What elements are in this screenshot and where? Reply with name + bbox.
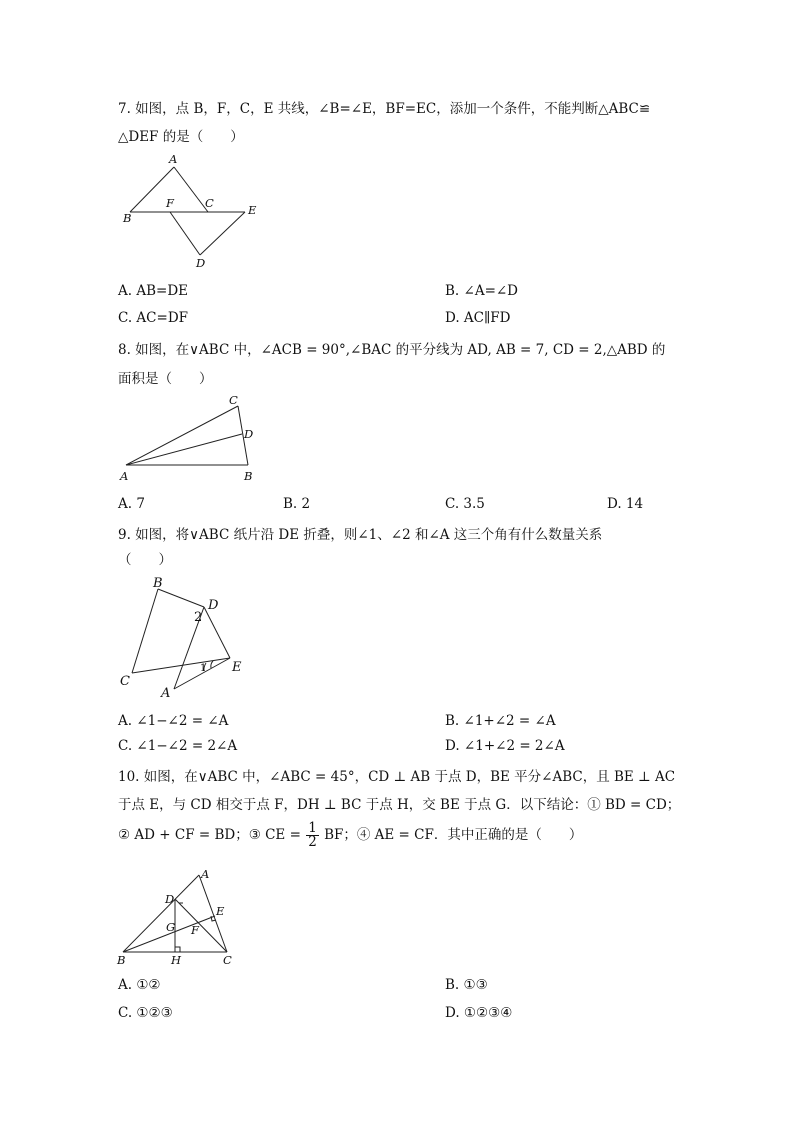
- q8-option-a: A. 7: [118, 496, 145, 512]
- q10-stem-line2: 于点 E，与 CD 相交于点 F，DH ⊥ BC 于点 H，交 BE 于点 G．以下结论：① BD = CD；: [118, 797, 681, 813]
- q7-stem-line2: △DEF 的是（ ）: [118, 129, 244, 145]
- q10-stem-line3-post: BF；④ AE = CF．其中正确的是（ ）: [324, 827, 583, 843]
- q8-label-a: A: [120, 469, 129, 483]
- q10-label-h: H: [171, 953, 182, 967]
- q9-option-a: A. ∠1−∠2 = ∠A: [118, 713, 229, 729]
- q9-label-a: A: [161, 686, 171, 701]
- q10-label-f: F: [191, 923, 199, 937]
- q10-fraction: [306, 822, 319, 849]
- q7-option-b: B. ∠A=∠D: [445, 283, 519, 299]
- q10-label-e: E: [216, 904, 225, 918]
- q10-option-d: D. ①②③④: [445, 1005, 513, 1021]
- q9-stem-line2: （ ）: [118, 552, 172, 568]
- q8-option-d: D. 14: [607, 496, 644, 512]
- q10-fraction-numerator: 1: [308, 820, 317, 836]
- q7-label-c: C: [205, 196, 214, 210]
- q7-option-c: C. AC=DF: [118, 310, 189, 326]
- q7-option-d: D. AC∥FD: [445, 310, 511, 326]
- q10-option-c: C. ①②③: [118, 1005, 173, 1021]
- q9-option-c: C. ∠1−∠2 = 2∠A: [118, 738, 238, 754]
- q7-label-b: B: [123, 211, 132, 225]
- q10-fraction-denominator: 2: [308, 834, 317, 850]
- q9-figure: [118, 573, 258, 703]
- q8-figure: [118, 392, 278, 487]
- q8-option-c: C. 3.5: [445, 496, 485, 512]
- q10-label-c: C: [223, 953, 232, 967]
- q9-label-e: E: [232, 660, 242, 675]
- q10-stem-line3-pre: ② AD + CF = BD；③ CE =: [118, 827, 301, 843]
- q9-label-2: 2: [194, 610, 203, 625]
- q9-label-d: D: [208, 598, 219, 613]
- q8-stem-line1: 8. 如图，在∨ABC 中，∠ACB = 90°,∠BAC 的平分线为 AD, AB = 7, CD = 2,△ABD 的: [118, 342, 666, 358]
- q10-label-d: D: [165, 892, 175, 906]
- q7-label-f: F: [166, 196, 174, 210]
- q10-stem-line1: 10. 如图，在∨ABC 中，∠ABC = 45°，CD ⊥ AB 于点 D，BE 平分∠ABC，且 BE ⊥ AC: [118, 769, 676, 785]
- q10-option-b: B. ①③: [445, 977, 488, 993]
- q9-option-b: B. ∠1+∠2 = ∠A: [445, 713, 556, 729]
- q8-label-b: B: [244, 469, 253, 483]
- q10-option-a: A. ①②: [118, 977, 161, 993]
- q7-label-d: D: [196, 256, 206, 270]
- q7-option-a: A. AB=DE: [118, 283, 188, 299]
- q9-label-1: 1: [200, 663, 207, 674]
- q8-option-b: B. 2: [283, 496, 311, 512]
- q7-stem-line1: 7. 如图，点 B，F，C，E 共线，∠B=∠E，BF=EC，添加一个条件，不能判断△ABC≌: [118, 101, 651, 117]
- q10-label-g: G: [166, 920, 176, 934]
- q9-stem-line1: 9. 如图，将∨ABC 纸片沿 DE 折叠，则∠1、∠2 和∠A 这三个角有什么数量关系: [118, 527, 603, 543]
- q7-label-e: E: [248, 203, 257, 217]
- q9-label-b: B: [153, 576, 163, 591]
- q9-label-c: C: [120, 674, 130, 689]
- q10-stem-line3: [118, 822, 582, 849]
- q7-figure: [120, 150, 270, 270]
- q8-label-c: C: [229, 393, 238, 407]
- q8-label-d: D: [244, 427, 254, 441]
- q10-figure: [115, 866, 255, 971]
- q8-stem-line2: 面积是（ ）: [118, 371, 213, 387]
- q7-label-a: A: [169, 152, 178, 166]
- q9-option-d: D. ∠1+∠2 = 2∠A: [445, 738, 565, 754]
- q10-label-a: A: [201, 867, 210, 881]
- q10-label-b: B: [117, 953, 126, 967]
